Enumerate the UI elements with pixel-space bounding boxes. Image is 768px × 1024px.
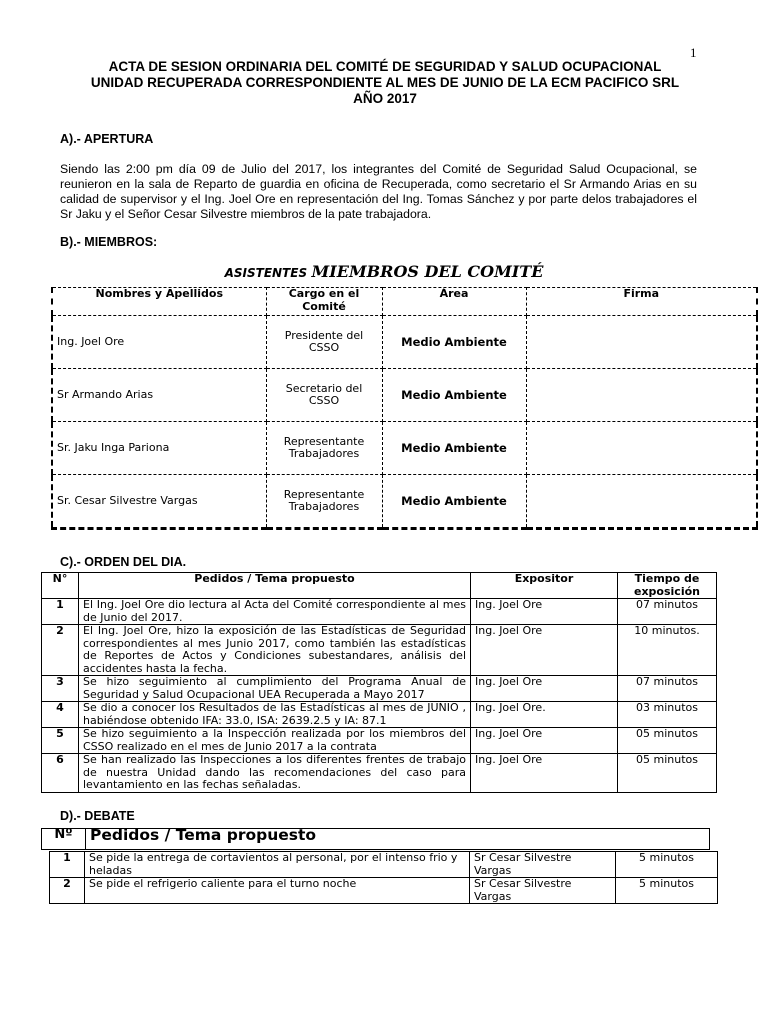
- debate-number: 1: [50, 852, 85, 878]
- agenda-time: 10 minutos.: [618, 625, 717, 676]
- members-row: [52, 369, 757, 422]
- section-debate-heading: D).- DEBATE: [60, 809, 135, 823]
- agenda-presenter: Ing. Joel Ore: [471, 599, 618, 625]
- member-signature: [526, 475, 757, 529]
- member-signature: [526, 422, 757, 475]
- agenda-row: [42, 702, 717, 728]
- header-firma: Firma: [526, 288, 757, 316]
- member-name: Sr. Jaku Inga Pariona: [52, 422, 266, 475]
- members-header-row: [52, 288, 757, 316]
- subtitle-miembros: MIEMBROS DEL COMITÉ: [311, 262, 544, 281]
- debate-presenter: Sr Cesar Silvestre Vargas: [470, 852, 616, 878]
- agenda-number: 2: [42, 625, 79, 676]
- debate-time: 5 minutos: [616, 878, 718, 904]
- member-role: Secretario del CSSO: [266, 369, 382, 422]
- header-numero: N°: [42, 573, 79, 599]
- agenda-topic: Se hizo seguimiento al cumplimiento del Programa Anual de Seguridad y Salud Ocupacional UEA Recuperada a Mayo 2017: [79, 676, 471, 702]
- document-title: [50, 59, 720, 107]
- agenda-topic: Se han realizado las Inspecciones a los diferentes frentes de trabajo de nuestra Unidad dando las recomendaciones del caso para levantamiento en las fechas señaladas.: [79, 754, 471, 793]
- agenda-number: 3: [42, 676, 79, 702]
- section-apertura-heading: A).- APERTURA: [60, 132, 154, 146]
- header-area: Área: [382, 288, 526, 316]
- agenda-time: 03 minutos: [618, 702, 717, 728]
- agenda-topic: El Ing. Joel Ore dio lectura al Acta del Comité correspondiente al mes de Junio del 2017.: [79, 599, 471, 625]
- member-signature: [526, 369, 757, 422]
- member-area: Medio Ambiente: [382, 422, 526, 475]
- member-name: Sr. Cesar Silvestre Vargas: [52, 475, 266, 529]
- debate-topic: Se pide la entrega de cortavientos al personal, por el intenso frio y heladas: [85, 852, 470, 878]
- subtitle-asistentes: ASISTENTES: [224, 266, 308, 280]
- member-signature: [526, 316, 757, 369]
- title-line-1: ACTA DE SESION ORDINARIA DEL COMITÉ DE SEGURIDAD Y SALUD OCUPACIONAL: [108, 59, 662, 74]
- agenda-topic: El Ing. Joel Ore, hizo la exposición de las Estadísticas de Seguridad correspondientes al mes Junio 2017, como también las estadísticas de Reportes de Actos y Condiciones subestandares, análisis del accidentes hasta la fecha.: [79, 625, 471, 676]
- title-line-3: AÑO 2017: [353, 91, 417, 106]
- members-row: [52, 422, 757, 475]
- header-nombres: Nombres y Apellidos: [52, 288, 266, 316]
- debate-time: 5 minutos: [616, 852, 718, 878]
- agenda-time: 07 minutos: [618, 676, 717, 702]
- agenda-presenter: Ing. Joel Ore: [471, 625, 618, 676]
- header-cargo: Cargo en el Comité: [266, 288, 382, 316]
- agenda-header-row: [42, 573, 717, 599]
- debate-header-tema: Pedidos / Tema propuesto: [86, 829, 710, 850]
- debate-number: 2: [50, 878, 85, 904]
- agenda-topic: Se hizo seguimiento a la Inspección realizada por los miembros del CSSO realizado en el mes de Junio 2017 a la contrata: [79, 728, 471, 754]
- member-area: Medio Ambiente: [382, 369, 526, 422]
- agenda-number: 5: [42, 728, 79, 754]
- page-number: 1: [690, 45, 697, 60]
- agenda-presenter: Ing. Joel Ore: [471, 728, 618, 754]
- miembros-subtitle: [0, 262, 768, 282]
- agenda-time: 07 minutos: [618, 599, 717, 625]
- member-role: Representante Trabajadores: [266, 422, 382, 475]
- title-line-2: UNIDAD RECUPERADA CORRESPONDIENTE AL MES DE JUNIO DE LA ECM PACIFICO SRL: [90, 75, 680, 90]
- debate-row: [50, 878, 718, 904]
- agenda-row: [42, 599, 717, 625]
- member-name: Sr Armando Arias: [52, 369, 266, 422]
- agenda-presenter: Ing. Joel Ore: [471, 676, 618, 702]
- header-tiempo: Tiempo de exposición: [618, 573, 717, 599]
- member-role: Presidente del CSSO: [266, 316, 382, 369]
- members-row: [52, 475, 757, 529]
- apertura-paragraph: Siendo las 2:00 pm día 09 de Julio del 2017, los integrantes del Comité de Seguridad Salud Ocupacional, se reunieron en la sala de Reparto de guardia en oficina de Recuperada, como secretario el Sr Armando Arias en su calidad de supervisor y el Ing. Joel Ore en representación del Ing. Tomas Sánchez y por parte delos trabajadores el Sr Jaku y el Señor Cesar Silvestre miembros de la pate trabajadora.: [60, 162, 697, 221]
- members-row: [52, 316, 757, 369]
- member-area: Medio Ambiente: [382, 316, 526, 369]
- agenda-number: 6: [42, 754, 79, 793]
- section-orden-heading: C).- ORDEN DEL DIA.: [60, 555, 187, 569]
- members-table: [51, 287, 758, 530]
- member-name: Ing. Joel Ore: [52, 316, 266, 369]
- debate-topic: Se pide el refrigerio caliente para el turno noche: [85, 878, 470, 904]
- agenda-row: [42, 728, 717, 754]
- agenda-row: [42, 754, 717, 793]
- section-miembros-heading: B).- MIEMBROS:: [60, 235, 158, 249]
- agenda-time: 05 minutos: [618, 728, 717, 754]
- agenda-presenter: Ing. Joel Ore: [471, 754, 618, 793]
- member-area: Medio Ambiente: [382, 475, 526, 529]
- agenda-time: 05 minutos: [618, 754, 717, 793]
- agenda-presenter: Ing. Joel Ore.: [471, 702, 618, 728]
- header-expositor: Expositor: [471, 573, 618, 599]
- agenda-row: [42, 625, 717, 676]
- debate-header-numero: Nº: [42, 829, 86, 850]
- debate-header-row: [42, 829, 710, 850]
- agenda-table: [41, 572, 717, 793]
- debate-row: [50, 852, 718, 878]
- agenda-number: 4: [42, 702, 79, 728]
- member-role: Representante Trabajadores: [266, 475, 382, 529]
- agenda-row: [42, 676, 717, 702]
- agenda-number: 1: [42, 599, 79, 625]
- header-tema: Pedidos / Tema propuesto: [79, 573, 471, 599]
- agenda-topic: Se dio a conocer los Resultados de las Estadísticas al mes de JUNIO , habiéndose obtenido IFA: 33.0, ISA: 2639.2.5 y IA: 87.1: [79, 702, 471, 728]
- debate-header-table: [41, 828, 710, 850]
- debate-presenter: Sr Cesar Silvestre Vargas: [470, 878, 616, 904]
- debate-table: [49, 851, 718, 904]
